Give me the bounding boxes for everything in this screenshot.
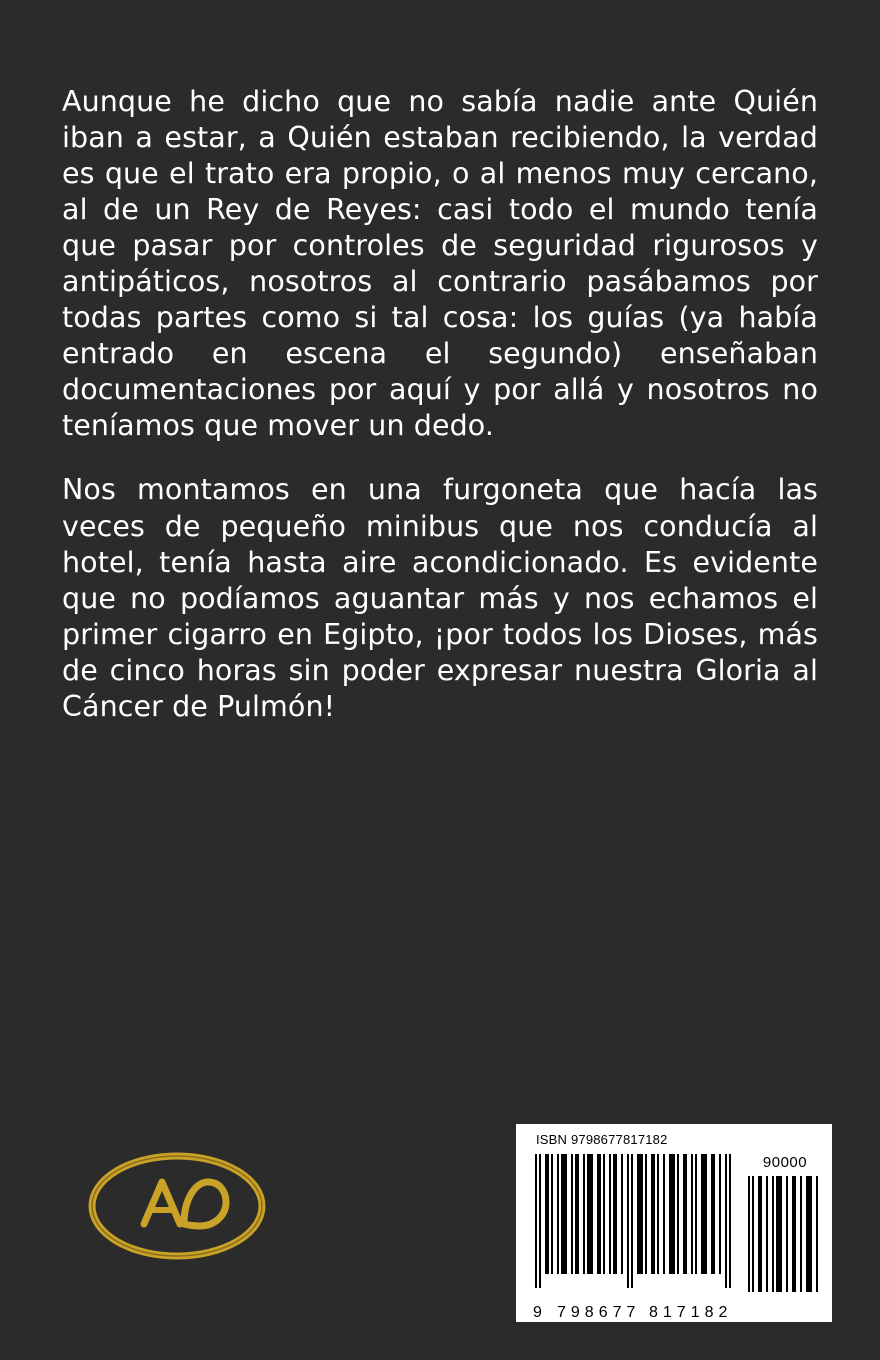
ean-group-right: 817182	[649, 1304, 733, 1321]
paragraph-2: Nos montamos en una furgoneta que hacía las veces de pequeño minibus que nos conducía al hotel, tenía hasta aire acondicionado. Es evidente que no podíamos aguantar más y nos echamos el primer cigarro en Egipto, ¡por todos los Dioses, más de cinco horas sin poder expresar nuestra Gloria al Cáncer de Pulmón!	[62, 473, 818, 723]
paragraph-1: Aunque he dicho que no sabía nadie ante Quién iban a estar, a Quién estaban recibiendo, la verdad es que el trato era propio, o al menos muy cercano, al de un Rey de Reyes: casi todo el mundo tenía que pasar por controles de seguridad rigurosos y antipáticos, nosotros al contrario pasábamos por todas partes como si tal cosa: los guías (ya había entrado en escena el segundo) enseñaban documentaciones por aquí y por allá y nosotros no teníamos que mover un dedo.	[62, 85, 818, 443]
ean-group-left: 798677	[557, 1304, 641, 1321]
ean5-addon-bars	[748, 1176, 822, 1292]
addon-value: 90000	[762, 1154, 808, 1171]
ean5-addon-barcode	[748, 1176, 822, 1292]
publisher-logo	[84, 1148, 270, 1264]
ean-digit-first: 9	[533, 1304, 542, 1321]
ean13-digits	[533, 1304, 738, 1322]
barcode-block	[516, 1124, 832, 1322]
ean13-barcode	[533, 1154, 738, 1321]
ean13-bars	[533, 1154, 738, 1288]
back-cover-text	[62, 84, 818, 725]
isbn-label: ISBN 9798677817182	[536, 1132, 668, 1147]
